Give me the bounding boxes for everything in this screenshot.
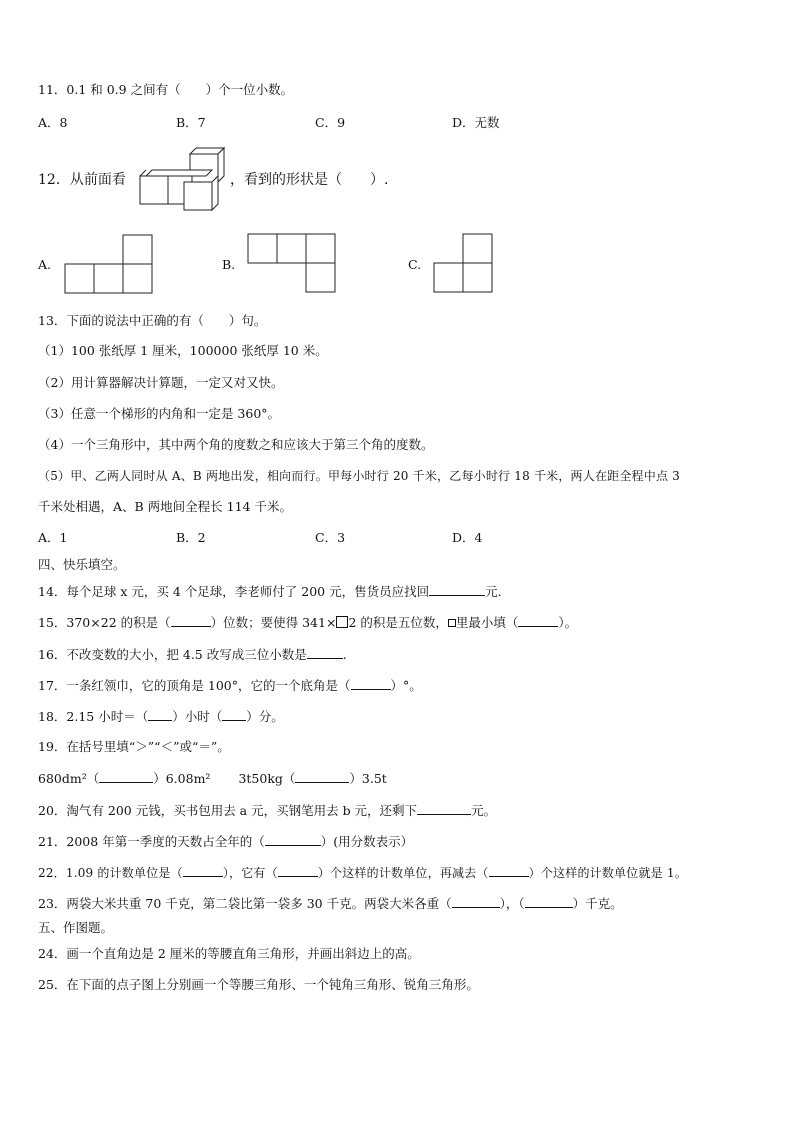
q16-answer-blank[interactable]: [307, 646, 343, 659]
q13-statement-5-cont: 千米处相遇，A、B 两地间全程长 114 千米。: [38, 499, 292, 514]
q12-option-c-label[interactable]: C.: [408, 257, 422, 272]
q15: [38, 614, 577, 631]
q16: [38, 646, 347, 663]
q20-post: 元。: [471, 803, 497, 818]
q18-mid: ）小时（: [172, 709, 223, 724]
q12-stem-post: ，看到的形状是（ ）.: [230, 172, 389, 188]
q20: [38, 802, 496, 819]
q13-statement-1: （1）100 张纸厚 1 厘米，100000 张纸厚 10 米。: [38, 343, 328, 358]
q17: [38, 677, 422, 694]
q19-a-blank[interactable]: [99, 770, 153, 783]
q15-mid: ）位数；要使得 341×: [210, 615, 337, 630]
q22-blank-2[interactable]: [278, 864, 318, 877]
q19-b-blank[interactable]: [295, 770, 349, 783]
q16-pre: 16．不改变数的大小，把 4.5 改写成三位小数是: [38, 647, 307, 662]
q17-pre: 17．一条红领巾，它的顶角是 100°，它的一个底角是（: [38, 678, 351, 693]
q13-statement-5: （5）甲、乙两人同时从 A、B 两地出发，相向而行。甲每小时行 20 千米，乙每小时行 18 千米，两人在距全程中点 3: [38, 469, 680, 483]
q13-stem: 13．下面的说法中正确的有（ ）句。: [38, 313, 267, 328]
q23: [38, 895, 623, 912]
q13-option-b[interactable]: B．2: [176, 530, 206, 545]
q19-b-post: ）3.5t: [349, 771, 387, 786]
q15-post: ）。: [558, 615, 578, 630]
q15-pre: 15．370×22 的积是（: [38, 615, 171, 630]
q14-post: 元.: [485, 584, 502, 599]
q12-option-b-label[interactable]: B.: [222, 257, 236, 272]
q21-answer-blank[interactable]: [265, 833, 321, 846]
q14: [38, 583, 502, 600]
q15-mid3: 里最小填（: [455, 615, 519, 630]
q22-pre: 22．1.09 的计数单位是（: [38, 866, 183, 880]
q17-answer-blank[interactable]: [351, 677, 391, 690]
q21: [38, 833, 413, 850]
q15-blank-2[interactable]: [518, 614, 558, 627]
q13-option-c[interactable]: C．3: [315, 530, 346, 545]
q15-box-square[interactable]: [336, 616, 348, 628]
q13-option-a[interactable]: A．1: [38, 530, 68, 545]
q18: [38, 708, 284, 725]
q19-a-pre: 680dm²（: [38, 771, 100, 786]
q11-option-b[interactable]: B．7: [176, 115, 206, 130]
q11-option-c[interactable]: C．9: [315, 115, 346, 130]
q19-a-post: ）6.08m²: [153, 771, 211, 786]
q22-blank-1[interactable]: [183, 864, 223, 877]
q12-cube-figure: [138, 146, 230, 212]
q14-answer-blank[interactable]: [429, 583, 485, 596]
section-5-heading: 五、作图题。: [38, 920, 114, 935]
q23-blank-2[interactable]: [525, 895, 573, 908]
q19-items: [38, 770, 387, 787]
q12-option-c-shape[interactable]: [433, 233, 495, 293]
q12-option-a-shape[interactable]: [64, 234, 154, 294]
q11-stem: 11．0.1 和 0.9 之间有（ ）个一位小数。: [38, 82, 294, 97]
q19-stem: 19．在括号里填“＞”“＜”或“＝”。: [38, 739, 230, 754]
q12-stem-pre: 12．从前面看: [38, 172, 126, 188]
q21-post: ）(用分数表示）: [320, 834, 414, 849]
q17-post: ）°。: [390, 678, 422, 693]
q15-small-square-icon: [448, 619, 456, 627]
q25: 25．在下面的点子图上分别画一个等腰三角形、一个钝角三角形、锐角三角形。: [38, 977, 479, 992]
q13-statement-4: （4）一个三角形中，其中两个角的度数之和应该大于第三个角的度数。: [38, 437, 434, 452]
q12-option-a-label[interactable]: A.: [38, 257, 52, 272]
q23-post: ）千克。: [572, 896, 623, 911]
q18-blank-hours[interactable]: [148, 708, 172, 721]
q13-option-d[interactable]: D．4: [452, 530, 483, 545]
q18-post: ）分。: [246, 709, 284, 724]
q23-pre: 23．两袋大米共重 70 千克，第二袋比第一袋多 30 千克。两袋大米各重（: [38, 896, 452, 911]
q15-blank-1[interactable]: [171, 614, 211, 627]
q22-mid: ），它有（: [222, 866, 278, 880]
q18-pre: 18．2.15 小时＝（: [38, 709, 149, 724]
q23-mid: ），（: [499, 896, 525, 911]
q13-statement-2: （2）用计算器解决计算题，一定又对又快。: [38, 375, 284, 390]
q11-option-d[interactable]: D．无数: [452, 115, 500, 130]
q21-pre: 21．2008 年第一季度的天数占全年的（: [38, 834, 265, 849]
q19-b-pre: 3t50kg（: [238, 771, 296, 786]
q23-blank-1[interactable]: [452, 895, 500, 908]
q22: [38, 864, 687, 881]
q20-answer-blank[interactable]: [417, 802, 471, 815]
q16-post: .: [342, 647, 347, 662]
q18-blank-minutes[interactable]: [222, 708, 246, 721]
q15-mid2: 2 的积是五位数，: [348, 615, 448, 630]
q24: 24．画一个直角边是 2 厘米的等腰直角三角形，并画出斜边上的高。: [38, 946, 420, 961]
q12-option-b-shape[interactable]: [247, 233, 337, 293]
q22-blank-3[interactable]: [489, 864, 529, 877]
q11-option-a[interactable]: A．8: [38, 115, 68, 130]
q13-statement-3: （3）任意一个梯形的内角和一定是 360°。: [38, 406, 281, 421]
q14-pre: 14．每个足球 x 元，买 4 个足球，李老师付了 200 元，售货员应找回: [38, 584, 430, 599]
q22-post: ）个这样的计数单位就是 1。: [528, 866, 687, 880]
q22-mid2: ）个这样的计数单位，再减去（: [317, 866, 489, 880]
section-4-heading: 四、快乐填空。: [38, 557, 126, 572]
q20-pre: 20．淘气有 200 元钱，买书包用去 a 元，买钢笔用去 b 元，还剩下: [38, 803, 418, 818]
